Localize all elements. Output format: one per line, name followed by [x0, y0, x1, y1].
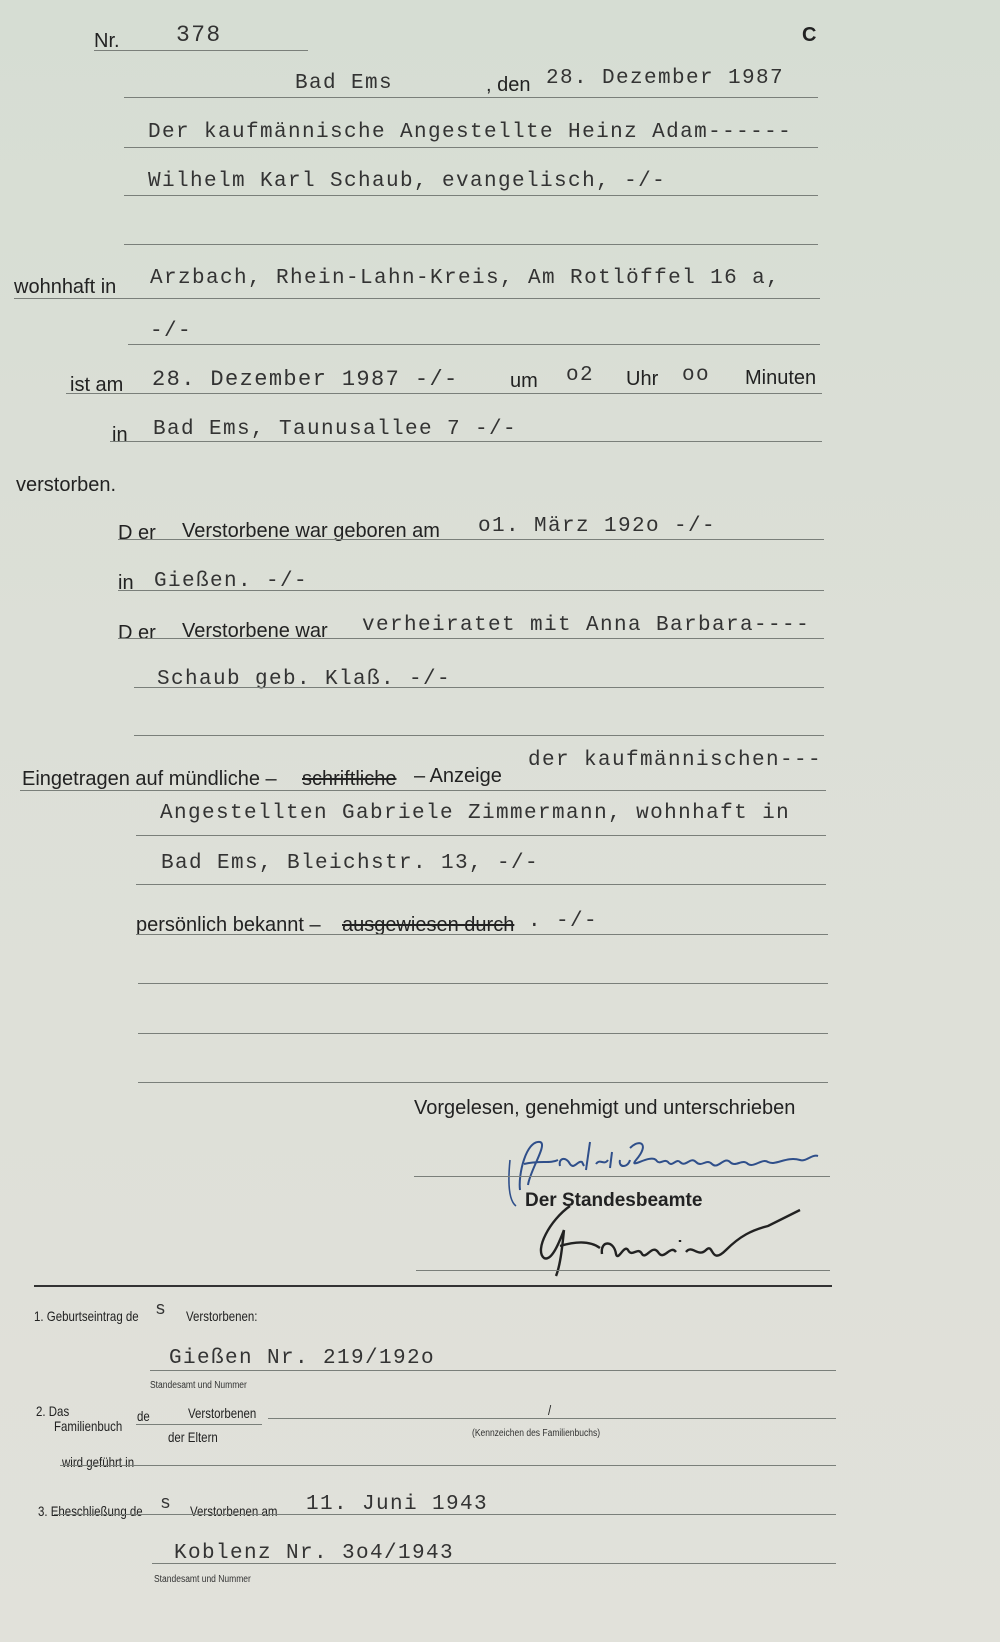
report-line-2: Angestellten Gabriele Zimmermann, wohnhaft in [160, 802, 791, 825]
marriage-label: Verstorbene war [182, 620, 328, 642]
informant-signature-line [414, 1176, 830, 1177]
nr-value: 378 [176, 22, 222, 48]
deceased-line-3-underline [124, 244, 818, 245]
marriage-entry-label-b: Verstorbenen am [190, 1503, 278, 1519]
read-approved-label: Vorgelesen, genehmigt und unterschrieben [414, 1097, 796, 1119]
report-label-b: – Anzeige [414, 765, 502, 787]
marriage-label-prefix: D er [118, 622, 156, 644]
hour-value: o2 [566, 364, 595, 387]
death-place-in-label: in [112, 424, 128, 446]
family-book-de: de [137, 1408, 150, 1424]
marriage-line-1-underline [118, 638, 824, 639]
birth-entry-caption: Standesamt und Nummer [150, 1380, 247, 1391]
nr-label: Nr. [94, 30, 120, 52]
family-book-label-b: Familienbuch [54, 1418, 123, 1434]
report-line-1-underline [20, 790, 826, 791]
place-date-underline [124, 97, 818, 98]
marriage-line-2-underline [134, 687, 824, 688]
birth-date-underline [118, 539, 824, 540]
known-value: . -/- [528, 910, 599, 933]
death-place-underline [110, 441, 822, 442]
residence-line-2-underline [128, 344, 820, 345]
known-label: persönlich bekannt – [136, 914, 321, 936]
deceased-line-2-underline [124, 195, 818, 196]
report-label-struck: schriftliche [302, 768, 397, 790]
marriage-entry-caption: Standesamt und Nummer [154, 1574, 251, 1585]
family-book-eltern: der Eltern [168, 1429, 218, 1445]
birth-label-prefix: D er [118, 522, 156, 544]
um-label: um [510, 370, 538, 392]
death-place-value: Bad Ems, Taunusallee 7 -/- [153, 418, 518, 441]
known-struck: ausgewiesen durch [342, 914, 515, 936]
deceased-line-2: Wilhelm Karl Schaub, evangelisch, -/- [148, 170, 667, 193]
uhr-label: Uhr [626, 368, 659, 390]
birth-entry-s: s [155, 1300, 168, 1320]
minute-value: oo [682, 364, 711, 387]
residence-line-1-underline [14, 298, 820, 299]
family-book-verstorbenen: Verstorbenen [188, 1405, 257, 1421]
place-value: Bad Ems [295, 72, 394, 95]
residence-label: wohnhaft in [14, 276, 117, 298]
family-book-underline [268, 1418, 836, 1419]
family-book-slash: / [548, 1402, 552, 1418]
marriage-entry-s: s [160, 1494, 173, 1514]
death-date-underline [66, 393, 822, 394]
marriage-office-underline [152, 1563, 836, 1564]
marriage-entry-underline [54, 1514, 836, 1515]
birth-date-value: o1. März 192o -/- [478, 515, 717, 538]
birth-entry-label-a: 1. Geburtseintrag de [34, 1308, 139, 1324]
registrar-label: Der Standesbeamte [525, 1190, 703, 1211]
blank-line-3 [138, 1082, 828, 1083]
known-underline [136, 934, 828, 935]
death-date-value: 28. Dezember 1987 -/- [152, 367, 459, 392]
marriage-entry-label-a: 3. Eheschließung de [38, 1503, 143, 1519]
minuten-label: Minuten [745, 367, 817, 389]
report-label-a: Eingetragen auf mündliche – [22, 768, 277, 790]
nr-underline [94, 50, 308, 51]
verstorben-label: verstorben. [16, 474, 117, 496]
birth-entry-label-b: Verstorbenen: [186, 1308, 258, 1324]
marriage-line-2: Schaub geb. Klaß. -/- [157, 668, 452, 691]
blank-line-1 [138, 983, 828, 984]
marriage-line-3-underline [134, 735, 824, 736]
report-line-1: der kaufmännischen--- [528, 749, 823, 772]
residence-line-2: -/- [150, 320, 193, 343]
birth-label: Verstorbene war geboren am [182, 520, 440, 542]
report-line-3: Bad Ems, Bleichstr. 13, -/- [161, 852, 540, 875]
registrar-signature [530, 1200, 830, 1290]
report-line-3-underline [136, 884, 826, 885]
family-book-kept: wird geführt in [62, 1454, 135, 1470]
family-book-kept-underline [60, 1465, 836, 1466]
section-divider [34, 1285, 832, 1287]
date-prefix: , den [486, 74, 531, 96]
birth-entry-value: Gießen Nr. 219/192o [169, 1347, 436, 1370]
registrar-signature-line [416, 1270, 830, 1271]
family-book-label-a: 2. Das [36, 1403, 70, 1419]
birth-entry-underline [150, 1370, 836, 1371]
birth-place-value: Gießen. -/- [154, 570, 309, 593]
marriage-entry-date: 11. Juni 1943 [306, 1493, 489, 1516]
marriage-entry-office: Koblenz Nr. 3o4/1943 [174, 1542, 455, 1565]
residence-line-1: Arzbach, Rhein-Lahn-Kreis, Am Rotlöffel 16 a, [150, 267, 781, 290]
deceased-line-1-underline [124, 147, 818, 148]
deceased-line-1: Der kaufmännische Angestellte Heinz Adam------ [148, 121, 793, 144]
family-book-caption: (Kennzeichen des Familienbuchs) [472, 1428, 601, 1439]
birth-in-label: in [118, 572, 134, 594]
birth-place-underline [118, 590, 824, 591]
date-value: 28. Dezember 1987 [546, 67, 785, 90]
family-book-verstorbenen-underline [136, 1424, 262, 1425]
marriage-line-1: verheiratet mit Anna Barbara---- [362, 614, 811, 637]
form-code: C [802, 24, 817, 46]
blank-line-2 [138, 1033, 828, 1034]
report-line-2-underline [136, 835, 826, 836]
death-date-label: ist am [70, 374, 124, 396]
